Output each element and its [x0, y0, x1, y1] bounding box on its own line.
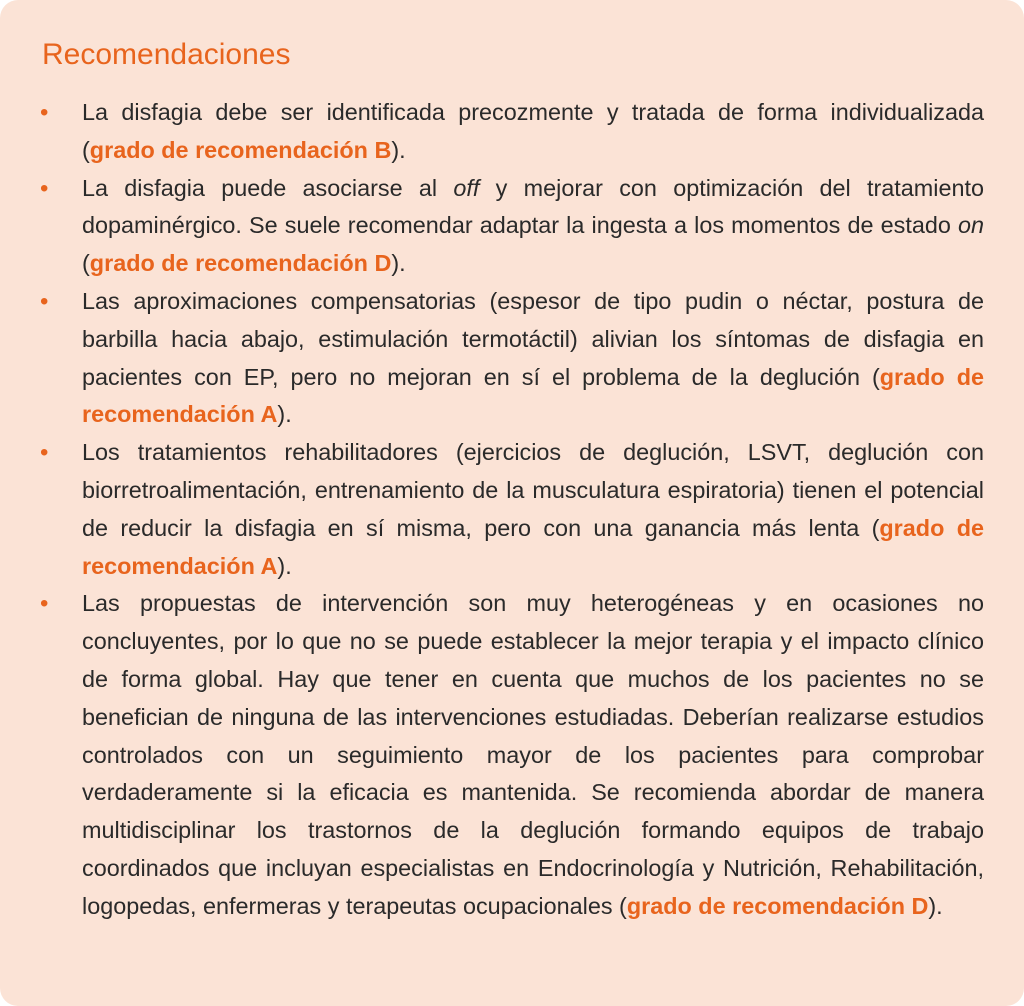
recommendation-text: Las aproximaciones compensatorias (espesor de tipo pudin o néctar, postura de barbilla hacia abajo, estimulación termotáctil) alivian los síntomas de disfagia en pacientes con EP, pero no mejoran en sí el problema de la deglución (	[82, 287, 984, 390]
italic-term: on	[957, 212, 984, 239]
bullet-icon: •	[40, 174, 49, 202]
recommendation-text: ).	[277, 552, 292, 579]
recommendations-list	[40, 94, 984, 926]
recommendation-text: Las propuestas de intervención son muy heterogéneas y en ocasiones no concluyentes, por lo que no se puede establecer la mejor terapia y el impacto clínico de forma global. Hay que tener en cuenta que muchos de los pacientes no se benefician de ninguna de las intervenciones estudiadas. Deberían realizarse estudios controlados con un seguimiento mayor de los pacientes para comprobar verdaderamente si la eficacia es mantenida. Se recomienda abordar de manera multidisciplinar los trastornos de la deglución formando equipos de trabajo coordinados que incluyan especialistas en Endocrinología y Nutrición, Rehabilitación, logopedas, enfermeras y terapeutas ocupacionales (	[82, 590, 984, 919]
recommendation-item	[40, 585, 984, 925]
recommendation-grade: grado de recomendación B	[89, 136, 392, 163]
recommendation-text: ).	[391, 250, 406, 277]
recommendation-text: Los tratamientos rehabilitadores (ejercicios de deglución, LSVT, deglución con biorretroalimentación, entrenamiento de la musculatura espiratoria) tienen el potencial de reducir la disfagia en sí misma, pero con una ganancia más lenta (	[82, 439, 984, 541]
bullet-icon: •	[40, 287, 49, 315]
recommendation-item	[40, 94, 984, 170]
recommendation-text: ).	[277, 401, 292, 428]
recommendation-text: y mejorar con optimización del tratamiento dopaminérgico. Se suele recomendar adaptar la ingesta a los momentos de estado	[82, 174, 984, 239]
recommendation-grade: grado de recomendación D	[89, 250, 392, 277]
box-title: Recomendaciones	[42, 38, 291, 71]
recommendation-text: ).	[391, 136, 406, 163]
recommendation-grade: grado de recomendación A	[82, 514, 984, 579]
recommendation-text: (	[82, 250, 90, 277]
italic-term: off	[453, 174, 480, 201]
bullet-icon: •	[40, 439, 49, 467]
recommendation-text: ).	[928, 892, 943, 919]
bullet-icon: •	[40, 590, 49, 618]
recommendation-grade: grado de recomendación A	[82, 363, 984, 428]
recommendation-text: La disfagia debe ser identificada precozmente y tratada de forma individualizada (	[82, 99, 984, 163]
recommendation-item	[40, 283, 984, 434]
recommendation-grade: grado de recomendación D	[626, 892, 929, 919]
recommendation-item	[40, 170, 984, 283]
recommendation-text: La disfagia puede asociarse al	[82, 174, 454, 201]
recommendation-item	[40, 434, 984, 585]
bullet-icon: •	[40, 99, 49, 126]
